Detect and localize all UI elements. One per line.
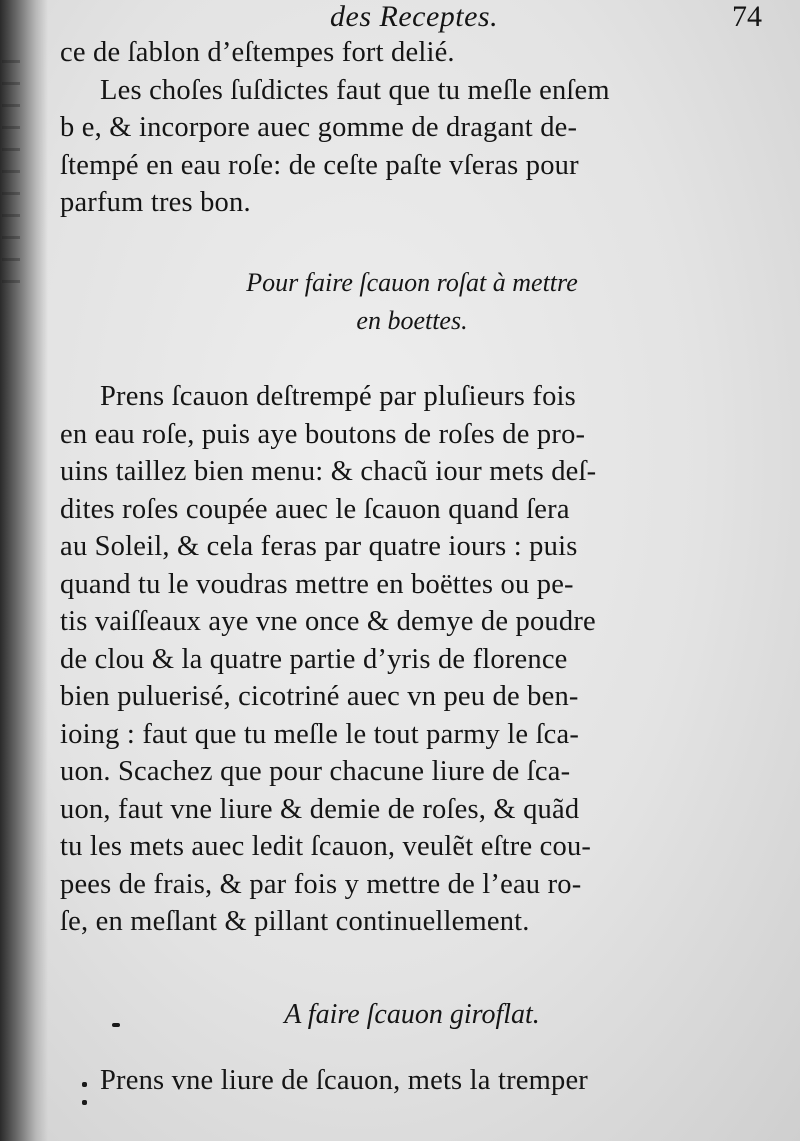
text-line: b e, & incorpore auec gomme de dragant de- (60, 112, 578, 143)
text-line: uon. Scachez que pour chacune liure de ſca- (60, 756, 571, 787)
paragraph-2 (60, 378, 764, 941)
paragraph-1 (60, 34, 764, 222)
section-heading-2: A faire ſcauon giroflat. (284, 999, 540, 1030)
text-line: ſtempé en eau roſe: de ceſte paſte vſeras pour (60, 149, 579, 181)
ink-speck (112, 1023, 120, 1027)
running-head: des Receptes. (330, 0, 499, 33)
heading-line: en boettes. (356, 306, 468, 335)
text-line: ce de ſablon d’eſtempes fort delié. (60, 37, 455, 68)
text-line: de clou & la quatre partie d’yris de florence (60, 643, 568, 675)
text-line: ioing : faut que tu meſle le tout parmy le ſca- (60, 718, 580, 750)
text-line: Prens ſcauon deſtrempé par pluſieurs fois (100, 381, 576, 412)
text-line: tu les mets auec ledit ſcauon, veulẽt eſtre cou- (60, 831, 592, 862)
ink-speck (82, 1100, 87, 1105)
heading-line: Pour faire ſcauon roſat à mettre (246, 268, 578, 297)
page-number: 74 (732, 0, 762, 33)
text-line: uins taillez bien menu: & chacũ iour mets deſ- (60, 456, 597, 487)
text-line: bien puluerisé, cicotriné auec vn peu de ben- (60, 681, 579, 712)
text-line: tis vaiſſeaux aye vne once & demye de poudre (60, 606, 596, 637)
paragraph-3 (60, 1062, 764, 1100)
text-line: en eau roſe, puis aye boutons de roſes de pro- (60, 418, 586, 450)
ink-speck (82, 1082, 87, 1087)
text-line: parfum tres bon. (60, 187, 251, 218)
text-line: uon, faut vne liure & demie de roſes, & quãd (60, 793, 580, 825)
text-line: dites roſes coupée auec le ſcauon quand ſera (60, 493, 570, 525)
section-heading-1 (60, 264, 764, 340)
show-through-marks (2, 60, 20, 300)
text-line: pees de frais, & par fois y mettre de l’eau ro- (60, 868, 582, 900)
text-line: Prens vne liure de ſcauon, mets la tremper (100, 1065, 588, 1096)
text-line: au Soleil, & cela feras par quatre iours : puis (60, 531, 578, 562)
text-line: quand tu le voudras mettre en boëttes ou pe- (60, 568, 574, 600)
text-line: Les choſes ſuſdictes faut que tu meſle enſem (100, 74, 610, 106)
text-line: ſe, en meſlant & pillant continuellement. (60, 906, 530, 937)
